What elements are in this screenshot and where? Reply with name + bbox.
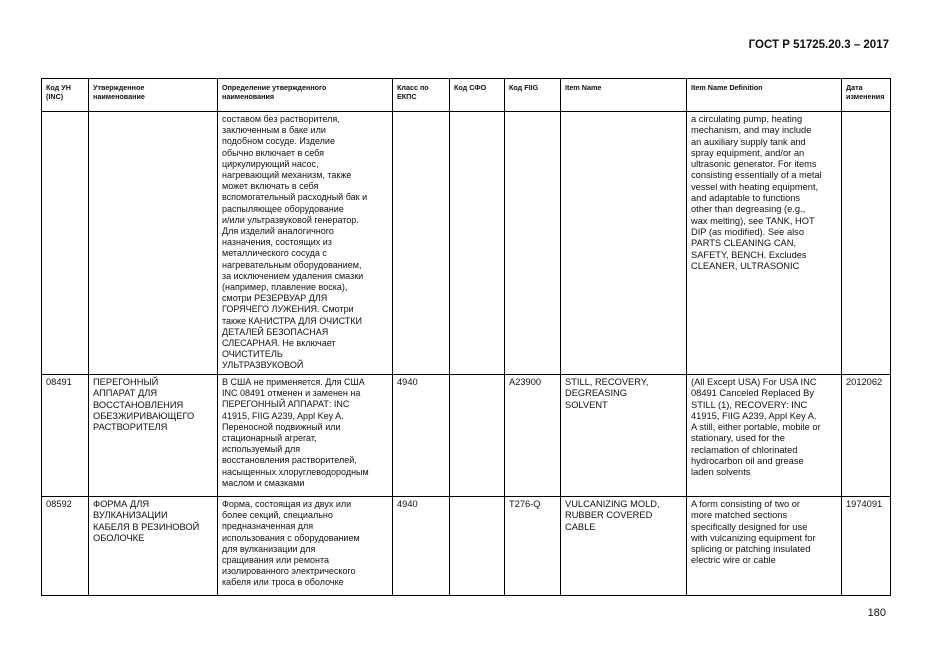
- cell-item-definition: (All Except USA) For USA INC 08491 Canceled Replaced By STILL (1), RECOVERY: INC 41915, FIIG A239, Appl Key A. A still, either portable, mobile or stationary, used for the reclamation of chlorinated hydrocarbon oil and grease laden solvents: [687, 375, 842, 497]
- cell-fiig: [505, 112, 561, 375]
- cell-inc: [42, 112, 89, 375]
- table-row: [42, 497, 891, 596]
- cell-item-definition: a circulating pump, heating mechanism, and may include an auxiliary supply tank and spray equipment, and/or an ultrasonic generator. For items consisting essentially of a metal vessel with heating equipment, and adaptable to functions other than degreasing (e.g., wax melting), see TANK, HOT DIP (as modified). See also PARTS CLEANING CAN, SAFETY, BENCH. Excludes CLEANER, ULTRASONIC: [687, 112, 842, 375]
- cell-item-name: STILL, RECOVERY, DEGREASING SOLVENT: [561, 375, 687, 497]
- cell-approved-name: [89, 112, 218, 375]
- table-row: [42, 112, 891, 375]
- cell-class: 4940: [393, 375, 450, 497]
- cell-approved-name: ПЕРЕГОННЫЙ АППАРАТ ДЛЯ ВОССТАНОВЛЕНИЯ ОБЕЗЖИРИВАЮЩЕГО РАСТВОРИТЕЛЯ: [89, 375, 218, 497]
- col-header-date: Дата изменения: [842, 79, 891, 112]
- cell-item-definition: A form consisting of two or more matched sections specifically designed for use with vulcanizing equipment for splicing or patching insulated electric wire or cable: [687, 497, 842, 596]
- cell-definition: составом без растворителя, заключенным в баке или подобном сосуде. Изделие обычно включает в себя циркулирующий насос, нагревающий механизм, также может включать в себя вспомогательный расходный бак и распыляющее оборудование и/или ультразвуковой генератор. Для изделий аналогичного назначения, состоящих из металлического сосуда с нагревательным оборудованием, за исключением удаления смазки (например, плавление воска), смотри РЕЗЕРВУАР ДЛЯ ГОРЯЧЕГО ЛУЖЕНИЯ. Смотри также КАНИСТРА ДЛЯ ОЧИСТКИ ДЕТАЛЕЙ БЕЗОПАСНАЯ СЛЕСАРНАЯ. Не включает ОЧИСТИТЕЛЬ УЛЬТРАЗВУКОВОЙ: [218, 112, 393, 375]
- document-header: ГОСТ Р 51725.20.3 – 2017: [748, 39, 889, 51]
- cell-sfo: [450, 497, 505, 596]
- cell-date: 1974091: [842, 497, 891, 596]
- cell-fiig: A23900: [505, 375, 561, 497]
- cell-date: 2012062: [842, 375, 891, 497]
- cell-class: [393, 112, 450, 375]
- cell-class: 4940: [393, 497, 450, 596]
- cell-inc: 08592: [42, 497, 89, 596]
- cell-sfo: [450, 375, 505, 497]
- col-header-fiig: Код FIIG: [505, 79, 561, 112]
- col-header-definition: Определение утвержденного наименования: [218, 79, 393, 112]
- table-header: [42, 79, 891, 112]
- cell-inc: 08491: [42, 375, 89, 497]
- col-header-sfo: Код СФО: [450, 79, 505, 112]
- col-header-class: Класс по ЕКПС: [393, 79, 450, 112]
- col-header-inc: Код УН (INC): [42, 79, 89, 112]
- cell-fiig: T276-Q: [505, 497, 561, 596]
- cell-approved-name: ФОРМА ДЛЯ ВУЛКАНИЗАЦИИ КАБЕЛЯ В РЕЗИНОВОЙ ОБОЛОЧКЕ: [89, 497, 218, 596]
- cell-date: [842, 112, 891, 375]
- table-row: [42, 375, 891, 497]
- cell-definition: В США не применяется. Для США INC 08491 отменен и заменен на ПЕРЕГОННЫЙ АППАРАТ: INC 41915, FIIG A239, Appl Key A. Переносной подвижный или стационарный агрегат, используемый для восстановления растворителей, насыщенных хлоруглеводородным маслом и смазками: [218, 375, 393, 497]
- cell-definition: Форма, состоящая из двух или более секций, специально предназначенная для использования с оборудованием для вулканизации для сращивания или ремонта изолированного электрического кабеля или троса в оболочке: [218, 497, 393, 596]
- col-header-approved-name: Утвержденное наименование: [89, 79, 218, 112]
- col-header-item-name: Item Name: [561, 79, 687, 112]
- page-number: 180: [867, 607, 886, 619]
- cell-item-name: [561, 112, 687, 375]
- header-row: [42, 79, 891, 112]
- cell-sfo: [450, 112, 505, 375]
- cell-item-name: VULCANIZING MOLD, RUBBER COVERED CABLE: [561, 497, 687, 596]
- col-header-item-definition: Item Name Definition: [687, 79, 842, 112]
- catalog-table: [41, 78, 891, 596]
